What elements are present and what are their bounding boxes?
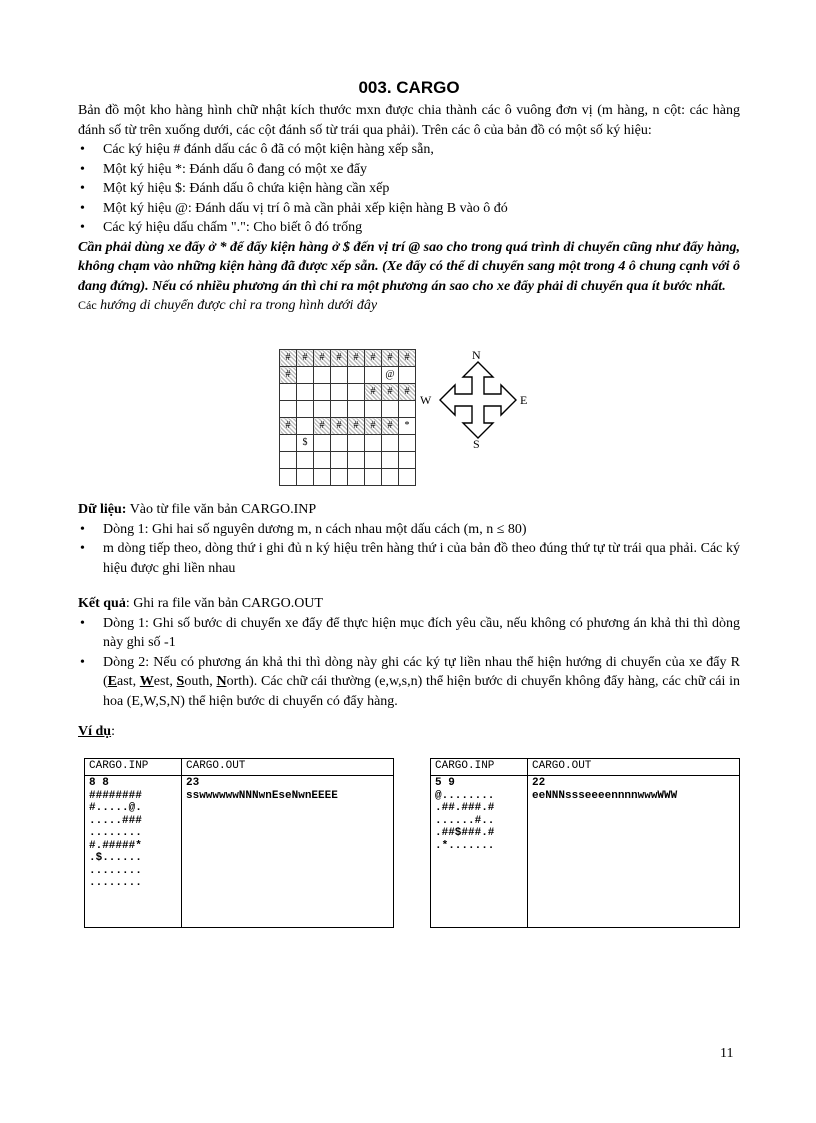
output-list [78, 614, 740, 712]
grid-cell [280, 384, 297, 401]
grid-cell: # [280, 418, 297, 435]
grid-cell [331, 401, 348, 418]
input-file-text: Vào từ file văn bản CARGO.INP [126, 502, 317, 517]
grid-cell: # [365, 350, 382, 367]
code-line: ........ [89, 827, 142, 839]
grid-row [280, 350, 416, 367]
example-table-2 [430, 758, 740, 928]
grid-row [280, 384, 416, 401]
grid-cell [280, 401, 297, 418]
table-header-out: CARGO.OUT [528, 759, 740, 776]
grid-cell [348, 435, 365, 452]
grid-cell [348, 384, 365, 401]
table-header-inp: CARGO.INP [431, 759, 528, 776]
example-input-cell [431, 776, 528, 928]
grid-cell [314, 401, 331, 418]
input-heading: Dữ liệu: [78, 502, 127, 517]
example-table-1 [84, 758, 394, 928]
code-line: ........ [89, 877, 142, 889]
grid-cell [399, 452, 416, 469]
grid-cell: # [399, 384, 416, 401]
grid-cell: # [280, 350, 297, 367]
compass-west-label: W [420, 393, 432, 407]
grid-cell [399, 435, 416, 452]
code-line: .$...... [89, 852, 142, 864]
grid-cell [314, 452, 331, 469]
grid-cell [365, 452, 382, 469]
grid-row [280, 401, 416, 418]
code-line: ........ [89, 864, 142, 877]
symbol-list [78, 140, 740, 238]
code-line: .....### [89, 814, 142, 827]
table-header-out: CARGO.OUT [182, 759, 394, 776]
list-item: • Các ký hiệu # đánh dấu các ô đã có một kiện hàng xếp sẵn, [78, 140, 740, 160]
grid-cell [297, 418, 314, 435]
list-item: • Dòng 1: Ghi hai số nguyên dương m, n cách nhau một dấu cách (m, n ≤ 80) [78, 520, 740, 540]
grid-cell: # [348, 350, 365, 367]
grid-cell [399, 469, 416, 486]
grid-cell: # [280, 367, 297, 384]
list-item: • Một ký hiệu $: Đánh dấu ô chứa kiện hàng cần xếp [78, 179, 740, 199]
grid-cell [297, 384, 314, 401]
example-output-cell [182, 776, 394, 928]
code-line: @........ [435, 789, 495, 802]
code-line: #.....@. [89, 802, 142, 814]
grid-cell [331, 452, 348, 469]
compass-north-label: N [472, 350, 481, 362]
grid-cell: # [314, 418, 331, 435]
task-description: Cần phải dùng xe đẩy ở * để đẩy kiện hàng ở $ đến vị trí @ sao cho trong quá trình di chuyển cũng như đẩy hàng, không chạm vào những kiện hàng đã được xếp sẵn. (Xe đẩy có thể di chuyển sang một trong 4 ô chung cạnh với ô đang đứng). Nếu có nhiều phương án thì chỉ ra một phương án sao cho xe đẩy phải di chuyển qua ít bước nhất. [78, 239, 740, 294]
grid-cell: @ [382, 367, 399, 384]
code-line: .*....... [435, 839, 495, 852]
grid-cell [365, 401, 382, 418]
code-line: .##.###.# [435, 802, 495, 814]
grid-cell: # [365, 418, 382, 435]
example-input-cell [85, 776, 182, 928]
grid-cell: # [365, 384, 382, 401]
figure-caption [78, 296, 740, 316]
example-heading-line: Ví dụ: [78, 724, 115, 739]
code-line: sswwwwwwNNNwnEseNwnEEEE [186, 789, 338, 802]
grid-cell: # [331, 418, 348, 435]
code-line: 23 [186, 777, 200, 789]
caption-text: hướng di chuyển được chỉ ra trong hình dưới đây [96, 298, 378, 313]
code-line: eeNNNssseeeennnnwwwWWW [532, 789, 678, 802]
grid-cell [399, 367, 416, 384]
compass-south-label: S [473, 437, 480, 450]
grid-row [280, 418, 416, 435]
warehouse-grid-figure [279, 349, 416, 486]
grid-cell: # [382, 384, 399, 401]
grid-cell: # [297, 350, 314, 367]
grid-cell: $ [297, 435, 314, 452]
grid-cell [280, 452, 297, 469]
grid-cell [314, 384, 331, 401]
list-item: • Các ký hiệu dấu chấm ".": Cho biết ô đó trống [78, 218, 740, 238]
grid-cell [382, 452, 399, 469]
grid-cell [331, 384, 348, 401]
grid-row [280, 367, 416, 384]
example-output-cell [528, 776, 740, 928]
grid-cell [314, 367, 331, 384]
grid-cell [382, 469, 399, 486]
grid-cell [331, 469, 348, 486]
code-line: 8 8 [89, 777, 109, 789]
list-item: • Dòng 2: Nếu có phương án khả thi thì dòng này ghi các ký tự liền nhau thể hiện hướng di chuyển của xe đẩy R (East, West, South, North). Các chữ cái thường (e,w,s,n) thể hiện bước di chuyển không đẩy hàng, các chữ cái in hoa (E,W,S,N) thể hiện bước di chuyển có đẩy hàng. [78, 653, 740, 712]
grid-cell: # [399, 350, 416, 367]
code-line: #.#####* [89, 839, 142, 852]
compass-figure [418, 350, 538, 450]
list-item: • m dòng tiếp theo, dòng thứ i ghi đủ n ký hiệu trên hàng thứ i của bản đồ theo đúng thứ tự từ trái qua phải. Các ký hiệu được ghi liền nhau [78, 539, 740, 578]
grid-row [280, 435, 416, 452]
grid-cell [331, 367, 348, 384]
grid-cell [297, 452, 314, 469]
grid-cell: # [331, 350, 348, 367]
grid-cell [365, 469, 382, 486]
caption-prefix: Các [78, 298, 97, 312]
grid-cell: # [348, 418, 365, 435]
problem-title: 003. CARGO [358, 78, 460, 97]
grid-row [280, 469, 416, 486]
grid-cell [314, 469, 331, 486]
grid-cell: # [382, 350, 399, 367]
input-section [78, 500, 740, 578]
grid-cell [382, 401, 399, 418]
grid-cell [348, 469, 365, 486]
output-heading-line [78, 594, 740, 614]
table-header-inp: CARGO.INP [85, 759, 182, 776]
grid-cell [280, 469, 297, 486]
grid-row [280, 452, 416, 469]
grid-cell [399, 401, 416, 418]
input-list [78, 520, 740, 579]
grid-cell: # [314, 350, 331, 367]
output-section [78, 594, 740, 711]
grid-cell [348, 401, 365, 418]
input-heading-line [78, 500, 740, 520]
code-line: 22 [532, 777, 546, 789]
output-heading: Kết quả [78, 596, 126, 611]
list-item: • Dòng 1: Ghi số bước di chuyển xe đẩy để thực hiện mục đích yêu cầu, nếu không có phương án khả thi thì dòng này ghi số -1 [78, 614, 740, 653]
page-number: 11 [720, 1046, 734, 1061]
grid-cell [348, 367, 365, 384]
intro-section [78, 101, 740, 316]
grid-cell [365, 435, 382, 452]
grid-cell [297, 469, 314, 486]
code-line: ######## [89, 789, 142, 802]
output-file-text: : Ghi ra file văn bản CARGO.OUT [125, 596, 323, 611]
list-item: • Một ký hiệu *: Đánh dấu ô đang có một xe đẩy [78, 160, 740, 180]
compass-east-label: E [520, 393, 528, 407]
grid-cell [331, 435, 348, 452]
grid-cell [382, 435, 399, 452]
grid-cell [280, 435, 297, 452]
code-line: ......#.. [435, 814, 495, 827]
compass-arrows-icon [440, 362, 516, 438]
grid-cell: # [382, 418, 399, 435]
intro-paragraph: Bản đồ một kho hàng hình chữ nhật kích thước mxn được chia thành các ô vuông đơn vị (m hàng, n cột: các hàng đánh số từ trên xuống dưới, các cột đánh số từ trái qua phải). Trên các ô của bản đồ có một số ký hiệu: [78, 103, 740, 138]
grid-cell [297, 401, 314, 418]
grid-cell [365, 367, 382, 384]
list-item: • Một ký hiệu @: Đánh dấu vị trí ô mà cần phải xếp kiện hàng B vào ô đó [78, 199, 740, 219]
example-heading: Ví dụ [78, 724, 112, 739]
code-line: .##$###.# [435, 827, 495, 839]
code-line: 5 9 [435, 777, 455, 789]
grid-cell: * [399, 418, 416, 435]
grid-cell [348, 452, 365, 469]
grid-cell [297, 367, 314, 384]
grid-cell [314, 435, 331, 452]
